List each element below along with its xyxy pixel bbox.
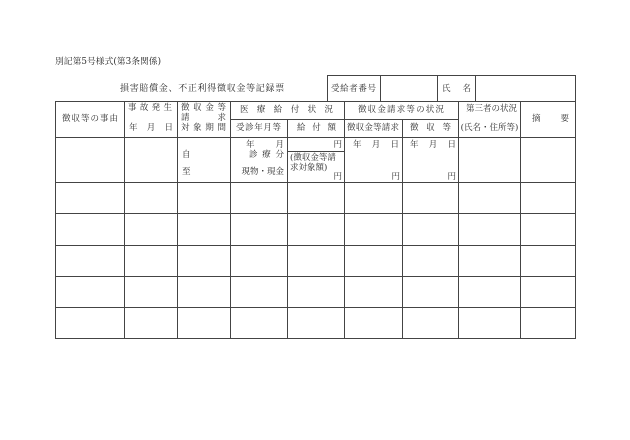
table-cell [344, 245, 403, 277]
visit-month-cell [230, 137, 288, 183]
claim-period-cell [177, 137, 231, 183]
name-label: 氏名 [442, 84, 471, 94]
table-cell [287, 182, 345, 214]
table-cell [177, 276, 231, 308]
period-to: 至 [182, 167, 191, 177]
header-claim-period-cell [177, 101, 231, 138]
header-visit-month-cell [230, 119, 288, 138]
table-cell [458, 276, 521, 308]
table-cell [458, 213, 521, 246]
table-cell [287, 307, 345, 339]
recipient-number-field [380, 75, 438, 102]
header-claim-status-cell [344, 101, 459, 120]
table-cell [402, 245, 459, 277]
table-cell [124, 137, 178, 183]
benefit-type: 現物・現金 [241, 167, 284, 177]
header-benefit-amount: 給付額 [297, 123, 336, 133]
table-cell [520, 137, 576, 183]
table-cell [55, 182, 125, 214]
period-from: 自 [182, 150, 191, 160]
table-cell [177, 213, 231, 246]
table-cell [520, 276, 576, 308]
claim-cell [344, 137, 403, 183]
header-accident-cell [124, 101, 178, 138]
form-title: 損害賠償金、不正利得徴収金等記録票 [120, 84, 285, 94]
collection-cell [402, 137, 459, 183]
table-cell [124, 245, 178, 277]
claim-target-label: (徴収金等請求対象額) [290, 153, 336, 173]
header-visit-month: 受診年月等 [236, 123, 281, 133]
table-cell [287, 245, 345, 277]
header-claim: 徴収金等請求 [347, 123, 399, 133]
name-field [475, 75, 576, 102]
form-reference: 別記第5号様式(第3条関係) [55, 57, 162, 67]
table-cell [402, 182, 459, 214]
claim-target-yen: 円 [333, 172, 342, 182]
header-accident: 事故発生 [128, 103, 172, 113]
recipient-number-label: 受給者番号 [331, 84, 376, 94]
header-collection: 徴収等 [410, 123, 451, 133]
header-claim-period-line2: 請求 [181, 113, 226, 123]
table-cell [124, 182, 178, 214]
header-accident-date: 年月日 [129, 123, 173, 133]
table-cell [458, 137, 521, 183]
table-cell [520, 245, 576, 277]
name-label-cell [437, 75, 476, 102]
header-claim-period-line1: 徴収金等 [181, 103, 226, 113]
benefit-amount-divider [288, 151, 344, 152]
table-cell [55, 213, 125, 246]
visit-year-month: 年月 [246, 140, 284, 150]
benefit-amount-cell [287, 137, 345, 183]
table-cell [344, 182, 403, 214]
table-cell [230, 276, 288, 308]
table-cell [55, 276, 125, 308]
table-cell [287, 276, 345, 308]
table-cell [520, 307, 576, 339]
collection-date: 年月日 [410, 140, 456, 150]
table-cell [344, 213, 403, 246]
table-cell [344, 307, 403, 339]
claim-date: 年月日 [353, 140, 399, 150]
table-cell [230, 307, 288, 339]
table-cell [287, 213, 345, 246]
table-cell [230, 182, 288, 214]
header-benefit-amount-cell [287, 119, 345, 138]
table-cell [177, 182, 231, 214]
header-reason: 徴収等の事由 [62, 114, 118, 124]
table-cell [177, 307, 231, 339]
benefit-yen: 円 [333, 140, 342, 150]
header-remarks-cell [520, 101, 576, 138]
header-remarks: 摘要 [532, 114, 569, 124]
table-cell [55, 137, 125, 183]
table-cell [230, 245, 288, 277]
treatment-label: 診療分 [249, 150, 284, 160]
table-cell [458, 182, 521, 214]
header-claim-period-line3: 対象期間 [181, 123, 226, 133]
table-cell [520, 213, 576, 246]
header-claim-status: 徴収金請求等の状況 [358, 105, 444, 115]
table-cell [230, 213, 288, 246]
collection-yen: 円 [447, 172, 456, 182]
header-reason-cell [55, 101, 125, 138]
table-cell [344, 276, 403, 308]
header-collection-cell [402, 119, 459, 138]
recipient-number-label-cell [327, 75, 381, 102]
header-third-party-cell [458, 101, 521, 138]
header-third-party: 第三者の状況 [466, 104, 518, 114]
table-cell [55, 307, 125, 339]
claim-yen: 円 [391, 172, 400, 182]
table-cell [402, 307, 459, 339]
table-cell [402, 213, 459, 246]
header-medical-benefit-status-cell [230, 101, 345, 120]
table-cell [458, 307, 521, 339]
table-cell [124, 213, 178, 246]
table-cell [124, 307, 178, 339]
table-cell [124, 276, 178, 308]
header-medical-benefit-status: 医療給付状況 [240, 105, 333, 115]
header-third-party-detail: (氏名・住所等) [460, 123, 519, 133]
table-cell [520, 182, 576, 214]
table-cell [55, 245, 125, 277]
table-cell [177, 245, 231, 277]
table-cell [458, 245, 521, 277]
table-cell [402, 276, 459, 308]
header-claim-cell [344, 119, 403, 138]
